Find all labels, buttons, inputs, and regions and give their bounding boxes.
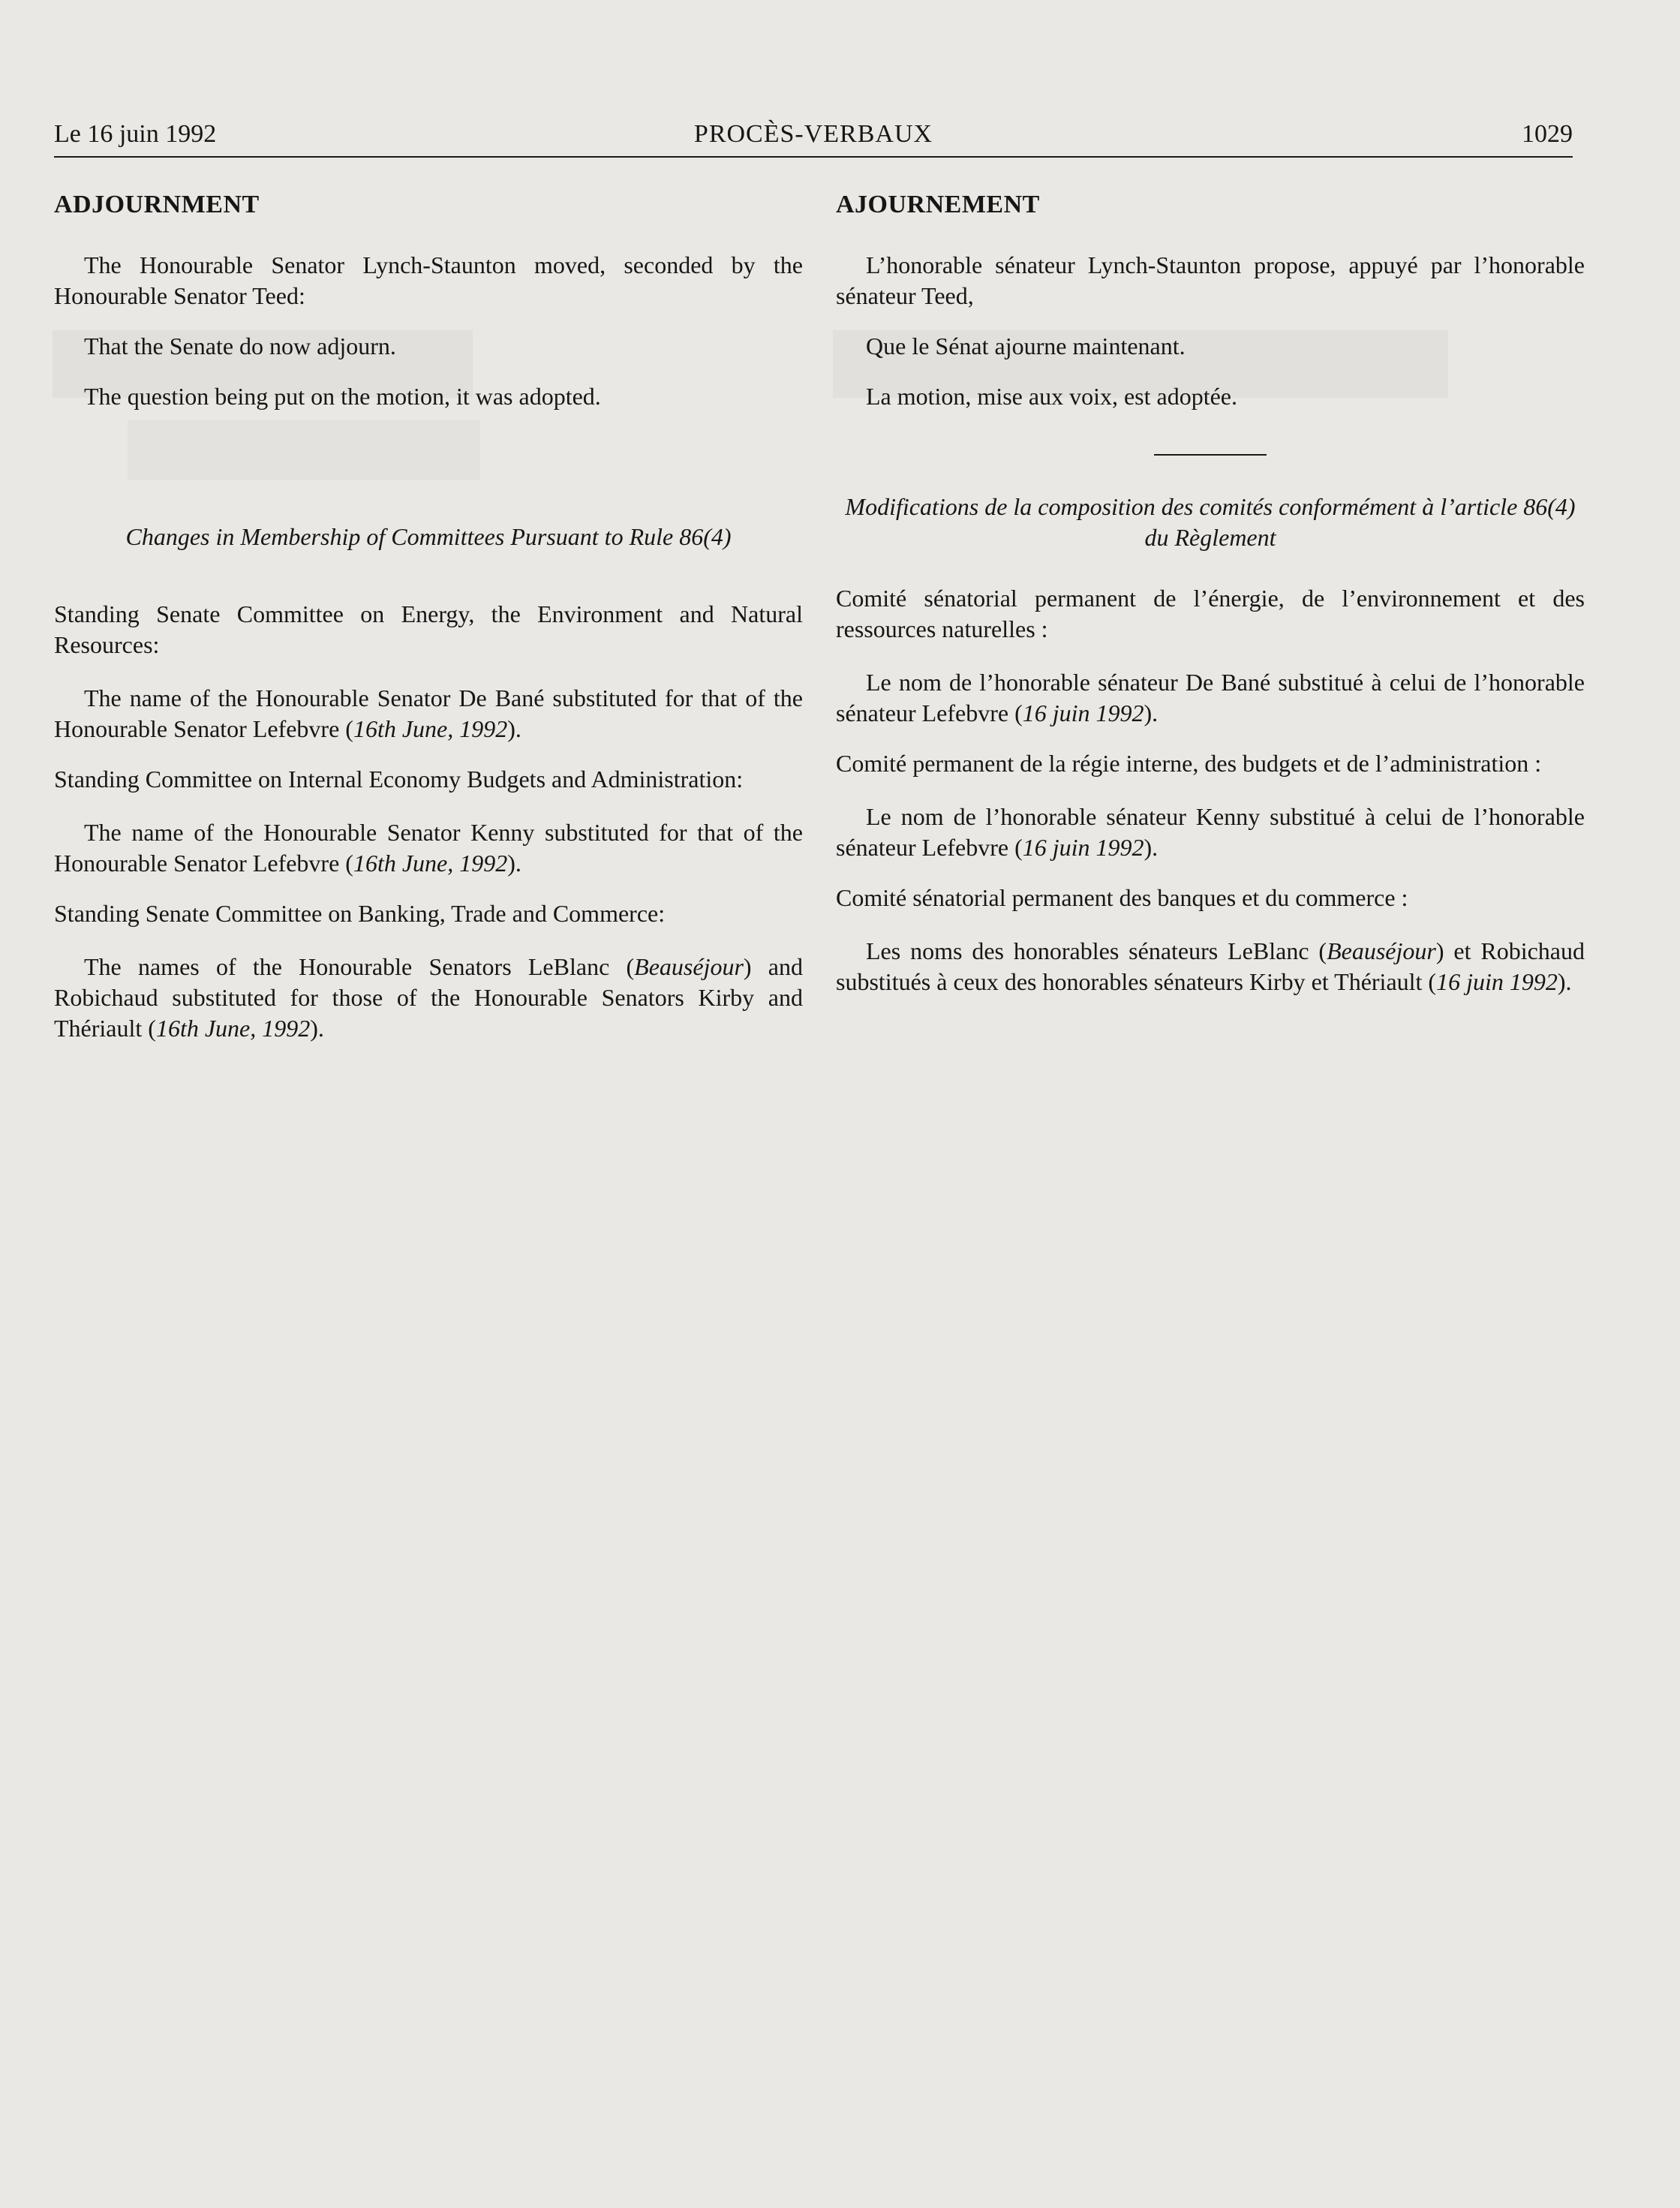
substitution-energie [836, 667, 1585, 729]
substitution-text: Les noms des honorables sénateurs LeBlanc ( [866, 937, 1327, 964]
substitution-date: 16th June, 1992 [353, 850, 508, 877]
substitution-end: ). [1144, 699, 1159, 726]
comite-banques: Comité sénatorial permanent des banques et du commerce : [836, 884, 1408, 911]
changes-title: Changes in Membership of Committees Pursuant to Rule 86(4) [125, 523, 732, 550]
ajournement-resolution: Que le Sénat ajourne maintenant. [866, 332, 1186, 359]
running-head-title: PROCÈS-VERBAUX [693, 120, 933, 148]
substitution-place: Beauséjour [1327, 937, 1436, 964]
substitution-text: Le nom de l’honorable sénateur Kenny substitué à celui de l’honorable sénateur Lefebvre ( [836, 803, 1585, 861]
committee-energy: Standing Senate Committee on Energy, the Environment and Natural Resources: [54, 600, 803, 658]
ajournement-heading: AJOURNEMENT [836, 191, 1040, 218]
adjournment-resolution: That the Senate do now adjourn. [84, 332, 396, 359]
substitution-end: ). [1144, 834, 1159, 861]
substitution-end: ). [1557, 968, 1572, 995]
substitution-text: The name of the Honourable Senator De Bané substituted for that of the Honourable Senator Lefebvre ( [54, 684, 803, 742]
substitution-date: 16 juin 1992 [1436, 968, 1558, 995]
substitution-text: Le nom de l’honorable sénateur De Bané substitué à celui de l’honorable sénateur Lefebvre ( [836, 669, 1585, 726]
committee-internal-economy: Standing Committee on Internal Economy Budgets and Administration: [54, 766, 744, 793]
page-number: 1029 [1522, 120, 1573, 148]
substitution-text: ) and Robichaud substituted for those of the Honourable Senators Kirby and Thériault ( [54, 953, 804, 1042]
substitution-text: The name of the Honourable Senator Kenny substituted for that of the Honourable Senator Lefebvre ( [54, 819, 803, 877]
adjournment-result: The question being put on the motion, it was adopted. [84, 383, 601, 410]
adjournment-heading: ADJOURNMENT [54, 191, 260, 218]
running-head-date: Le 16 juin 1992 [54, 120, 217, 148]
substitution-banques [836, 936, 1585, 997]
committee-banking: Standing Senate Committee on Banking, Trade and Commerce: [54, 900, 666, 927]
substitution-energy [54, 683, 803, 745]
modifications-title: Modifications de la composition des comités conformément à l’article 86(4) du Règlement [845, 493, 1576, 551]
substitution-internal-economy [54, 817, 803, 879]
substitution-banking [54, 952, 803, 1044]
section-spacer [836, 432, 1585, 454]
substitution-place: Beauséjour [634, 953, 744, 980]
substitution-text: The names of the Honourable Senators LeBlanc ( [84, 953, 635, 980]
ajournement-result: La motion, mise aux voix, est adoptée. [866, 383, 1237, 410]
english-column [54, 189, 803, 1063]
running-head [54, 120, 1573, 158]
substitution-date: 16 juin 1992 [1022, 699, 1144, 726]
comite-energie: Comité sénatorial permanent de l’énergie, de l’environnement et des ressources naturelles : [836, 585, 1585, 642]
substitution-date: 16th June, 1992 [155, 1015, 311, 1042]
substitution-date: 16 juin 1992 [1022, 834, 1144, 861]
adjournment-motion: The Honourable Senator Lynch-Staunton moved, seconded by the Honourable Senator Teed: [54, 251, 803, 309]
substitution-end: ). [507, 715, 521, 742]
substitution-end: ). [507, 850, 521, 877]
section-divider-rule [1154, 454, 1267, 456]
substitution-text: ) et Robichaud substitués à ceux des honorables sénateurs Kirby et Thériault ( [836, 937, 1585, 995]
french-column [836, 189, 1585, 1017]
substitution-end: ). [310, 1015, 324, 1042]
substitution-date: 16th June, 1992 [353, 715, 508, 742]
ajournement-motion: L’honorable sénateur Lynch-Staunton propose, appuyé par l’honorable sénateur Teed, [836, 251, 1585, 309]
substitution-regie-interne [836, 802, 1585, 863]
comite-regie-interne: Comité permanent de la régie interne, des budgets et de l’administration : [836, 750, 1542, 777]
section-spacer [54, 432, 803, 475]
section-spacer [54, 475, 803, 522]
